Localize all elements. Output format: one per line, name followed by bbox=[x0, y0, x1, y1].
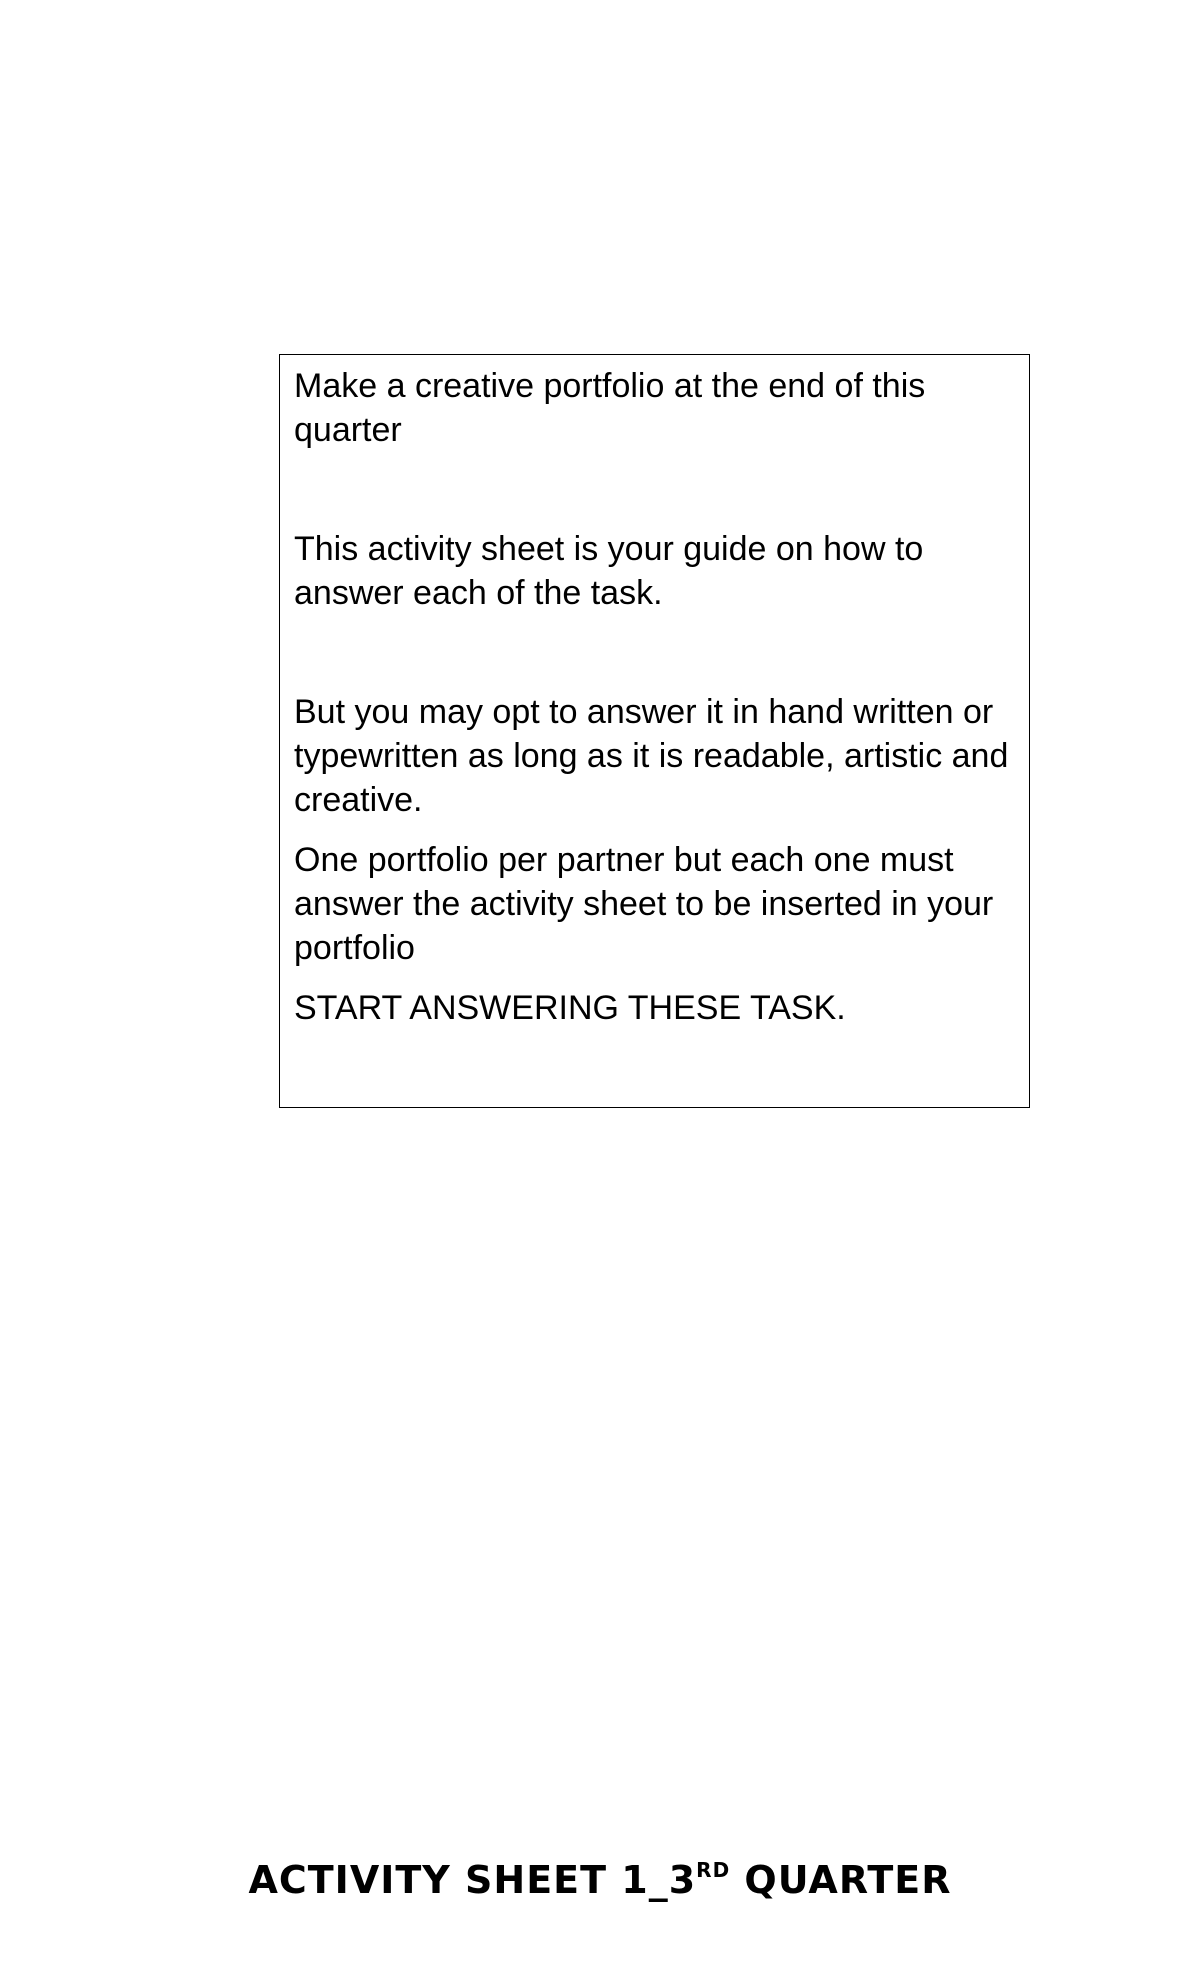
instruction-paragraph-format: But you may opt to answer it in hand written or typewritten as long as it is readable, artistic and creative. bbox=[294, 693, 1009, 819]
sheet-title bbox=[0, 1855, 1200, 1905]
instruction-box bbox=[279, 354, 1030, 1108]
sheet-title-superscript: RD bbox=[696, 1858, 731, 1883]
instruction-paragraph-portfolio: Make a creative portfolio at the end of this quarter bbox=[294, 367, 926, 449]
instruction-paragraph-start: START ANSWERING THESE TASK. bbox=[294, 989, 846, 1027]
instruction-paragraph-guide: This activity sheet is your guide on how to answer each of the task. bbox=[294, 530, 924, 612]
sheet-title-main: ACTIVITY SHEET 1_3 bbox=[248, 1858, 697, 1902]
sheet-title-end: QUARTER bbox=[730, 1858, 952, 1902]
instruction-paragraph-partner: One portfolio per partner but each one must answer the activity sheet to be inserted in your portfolio bbox=[294, 841, 994, 967]
